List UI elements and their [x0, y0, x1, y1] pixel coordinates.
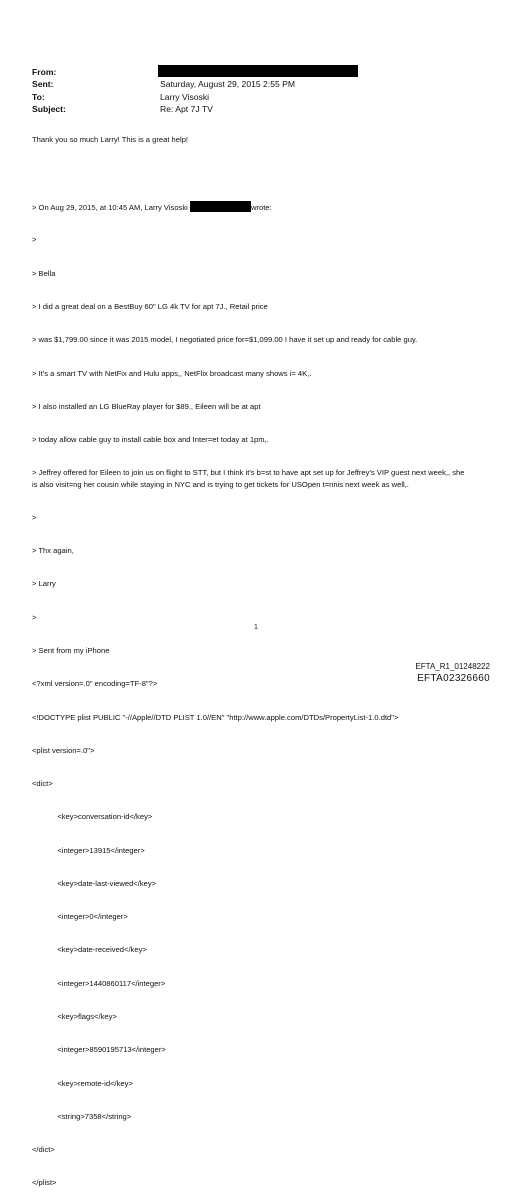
to-label: To: [32, 91, 45, 102]
subject-value: Re: Apt 7J TV [160, 103, 213, 114]
reply-text: Thank you so much Larry! This is a great help! [32, 135, 189, 144]
quoted-intro [32, 201, 472, 212]
sent-label: Sent: [32, 79, 54, 90]
plist-line: <key>date-received</key> [32, 945, 147, 955]
quoted-line: > I also installed an LG BlueRay player for $89., Eileen will be at apt [32, 401, 261, 411]
to-value: Larry Visoski [160, 91, 210, 102]
plist-line: <?xml version=.0" encoding=TF-8"?> [32, 679, 158, 689]
redaction-bar-sender [190, 201, 251, 212]
to-row [32, 91, 295, 103]
plist-line: <integer>8590195713</integer> [32, 1045, 166, 1055]
quoted-wrapped-paragraph: > Jeffrey offered for Eileen to join us on flight to STT, but I think it's b=st to have apt set up for Jeffrey's VIP guest next week,, she is also visit=ng her cousin while staying in NYC and is trying to get tickets for USOpen t=nnis next week as well,. [32, 468, 465, 489]
quoted-line: > today allow cable guy to install cable box and Inter=et today at 1pm,. [32, 435, 269, 445]
document-reference-large: EFTA02326660 [417, 673, 490, 684]
quoted-line: > [32, 612, 37, 622]
sent-row [32, 78, 295, 90]
plist-line: <string>7358</string> [32, 1111, 132, 1121]
from-label: From: [32, 67, 57, 77]
plist-line: <dict> [32, 779, 53, 789]
quoted-line: > It's a smart TV with NetFix and Hulu apps,, NetFlix broadcast many shows i= 4K,. [32, 368, 312, 378]
quoted-line: > [32, 512, 37, 522]
quoted-line: > was $1,799.00 since it was 2015 model, I negotiated price for=$1,099.00 I have it set up and ready for cable guy. [32, 335, 418, 345]
plist-line: <!DOCTYPE plist PUBLIC "-//Apple//DTD PLIST 1.0//EN" "http://www.apple.com/DTDs/PropertyList-1.0.dtd"> [32, 712, 399, 722]
quoted-intro-end: wrote: [250, 203, 272, 213]
redaction-bar-from [158, 65, 358, 77]
document-reference-small: EFTA_R1_01248222 [415, 662, 490, 671]
sent-value: Saturday, August 29, 2015 2:55 PM [160, 79, 296, 90]
subject-row [32, 103, 295, 115]
quoted-line: > Bella [32, 268, 56, 278]
plist-line: <integer>1440860117</integer> [32, 978, 166, 988]
plist-line: <integer>13915</integer> [32, 845, 145, 855]
page-number: 1 [254, 624, 258, 631]
quoted-line: > Thx again, [32, 546, 74, 556]
quoted-line: > I did a great deal on a BestBuy 60" LG 4k TV for apt 7J., Retail price [32, 302, 268, 312]
quoted-line: > Larry [32, 579, 56, 589]
plist-line: <integer>0</integer> [32, 912, 128, 922]
plist-line: <key>conversation-id</key> [32, 812, 153, 822]
plist-line: <key>date-last-viewed</key> [32, 878, 157, 888]
subject-label: Subject: [32, 103, 66, 114]
plist-line: <key>remote-id</key> [32, 1078, 133, 1088]
plist-line: </plist> [32, 1178, 57, 1188]
quoted-line: > Sent from my iPhone [32, 645, 110, 655]
quoted-message [32, 179, 472, 1200]
plist-line: <plist version=.0"> [32, 745, 95, 755]
quoted-line: > [32, 235, 37, 245]
plist-line: </dict> [32, 1145, 55, 1155]
plist-line: <key>flags</key> [32, 1012, 117, 1022]
quoted-intro-start: > On Aug 29, 2015, at 10:45 AM, Larry Visoski [32, 203, 190, 213]
